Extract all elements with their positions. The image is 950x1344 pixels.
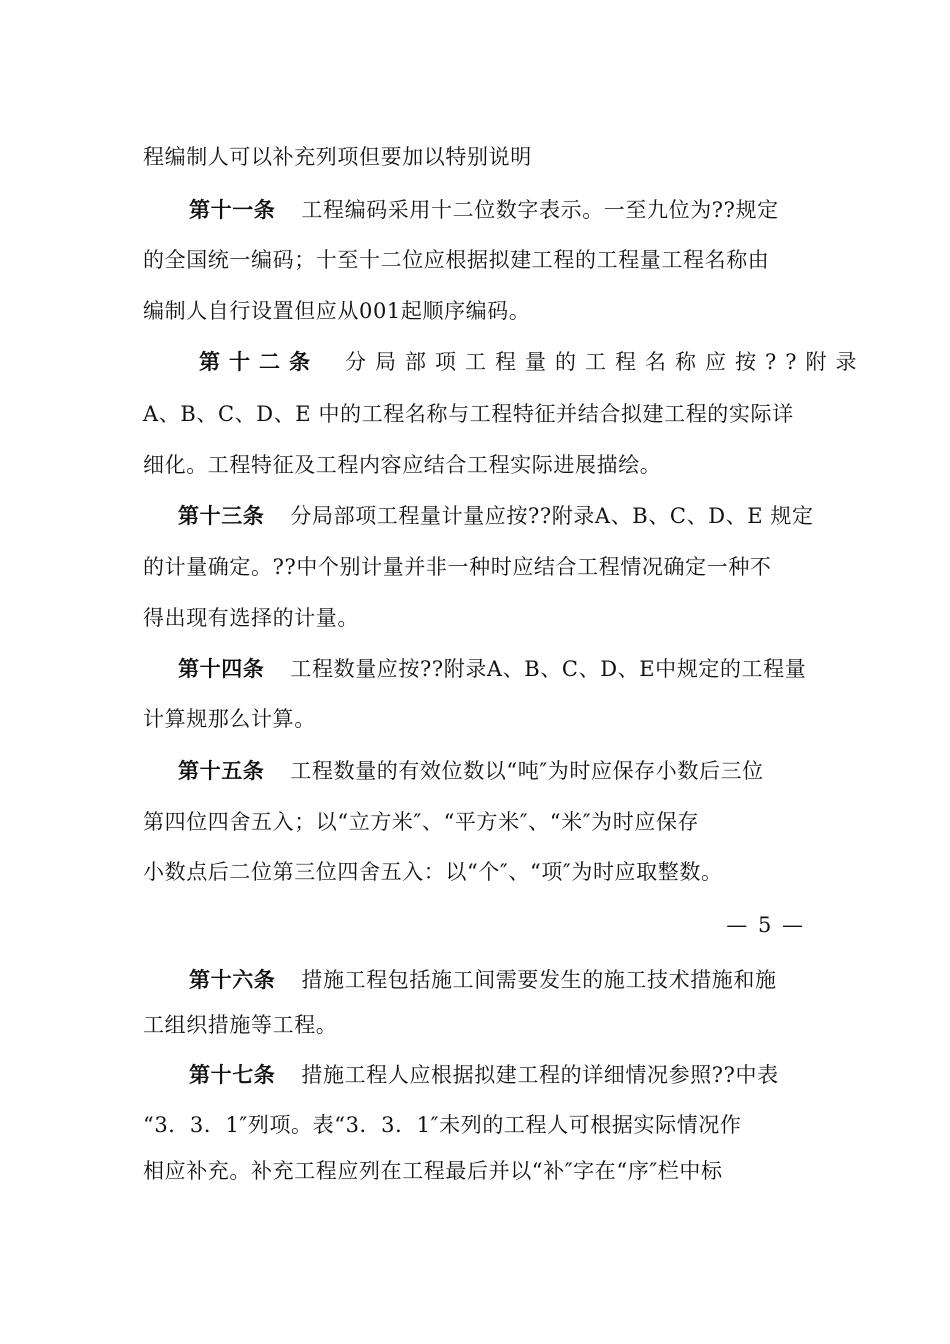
paragraph-line: A、B、C、D、E 中的工程名称与工程特征并结合拟建工程的实际详 (143, 402, 794, 426)
paragraph-line: 计算规那么计算。 (143, 707, 316, 731)
paragraph-line: 的全国统一编码；十至十二位应根据拟建工程的工程量工程名称由 (143, 248, 770, 272)
article-16-line: 第十六条 措施工程包括施工间需要发生的施工技术措施和施 (189, 967, 777, 992)
article-12-line: 第十二条 分局部项工程量的工程名称应按??附录 (199, 349, 866, 374)
article-heading: 第十四条 (178, 656, 265, 681)
paragraph-line: “3．3．1″列项。表“3．3．1″未列的工程人可根据实际情况作 (143, 1113, 742, 1137)
paragraph-line: 小数点后二位第三位四舍五入：以“个″、“项″为时应取整数。 (143, 860, 723, 884)
article-heading: 第十二条 (199, 349, 319, 374)
article-heading: 第十五条 (178, 758, 265, 783)
paragraph-line: 相应补充。补充工程应列在工程最后并以“补″字在“序″栏中标 (143, 1159, 723, 1183)
paragraph-line: 得出现有选择的计量。 (143, 606, 359, 630)
article-13-line: 第十三条 分局部项工程量计量应按??附录A、B、C、D、E 规定 (178, 503, 814, 528)
page-number: — 5 — (726, 913, 805, 937)
article-heading: 第十七条 (189, 1062, 276, 1087)
paragraph-line: 的计量确定。??中个别计量并非一种时应结合工程情况确定一种不 (143, 555, 772, 579)
article-14-line: 第十四条 工程数量应按??附录A、B、C、D、E中规定的工程量 (178, 656, 807, 681)
paragraph-line: 编制人自行设置但应从001起顺序编码。 (143, 299, 531, 323)
article-11-line: 第十一条 工程编码采用十二位数字表示。一至九位为??规定 (189, 197, 779, 222)
article-15-line: 第十五条 工程数量的有效位数以“吨″为时应保存小数后三位 (178, 758, 764, 783)
paragraph-line: 程编制人可以补充列项但要加以特别说明 (143, 145, 532, 169)
article-17-line: 第十七条 措施工程人应根据拟建工程的详细情况参照??中表 (189, 1062, 779, 1087)
paragraph-line: 工组织措施等工程。 (143, 1013, 338, 1037)
article-heading: 第十三条 (178, 503, 265, 528)
paragraph-line: 细化。工程特征及工程内容应结合工程实际进展描绘。 (143, 453, 662, 477)
paragraph-line: 第四位四舍五入；以“立方米″、“平方米″、“米″为时应保存 (143, 810, 700, 834)
article-heading: 第十一条 (189, 197, 276, 222)
article-heading: 第十六条 (189, 967, 276, 992)
